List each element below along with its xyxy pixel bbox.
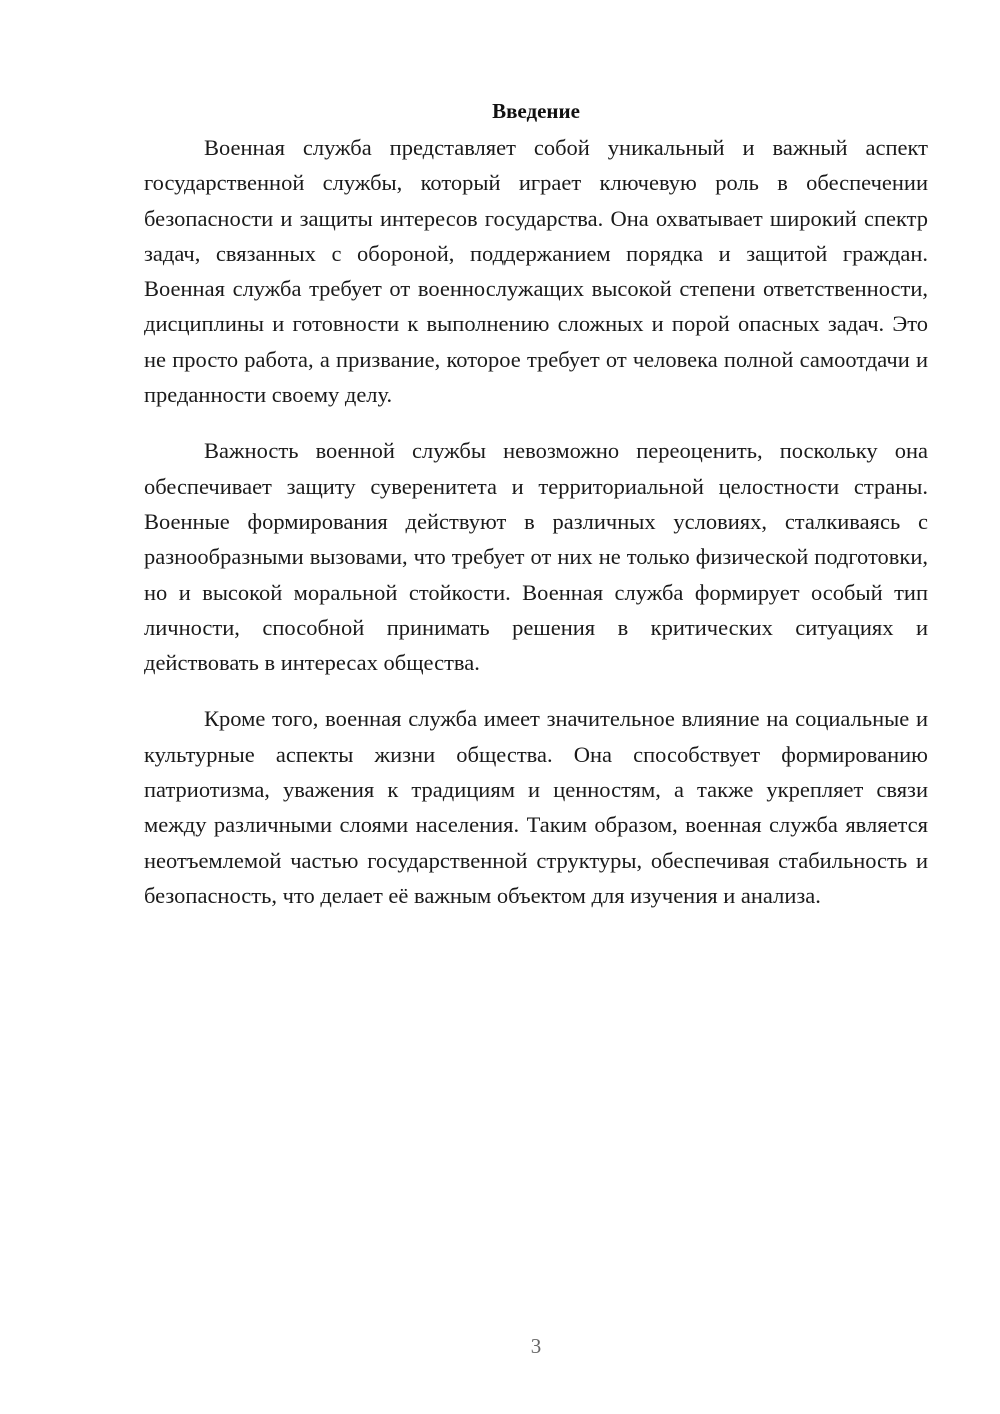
section-heading: Введение	[492, 99, 580, 123]
page-content	[144, 96, 928, 934]
paragraph-2: Важность военной службы невозможно переоценить, поскольку она обеспечивает защиту суверенитета и территориальной целостности страны. Военные формирования действуют в различных условиях, сталкиваясь с разнообразными вызовами, что требует от них не только физической подготовки, но и высокой моральной стойкости. Военная служба формирует особый тип личности, способной принимать решения в критических ситуациях и действовать в интересах общества.	[144, 438, 928, 676]
paragraph-3: Кроме того, военная служба имеет значительное влияние на социальные и культурные аспекты жизни общества. Она способствует формированию патриотизма, уважения к традициям и ценностям, а также укрепляет связи между различными слоями населения. Таким образом, военная служба является неотъемлемой частью государственной структуры, обеспечивая стабильность и безопасность, что делает её важным объектом для изучения и анализа.	[144, 706, 928, 908]
paragraph-1: Военная служба представляет собой уникальный и важный аспект государственной службы, который играет ключевую роль в обеспечении безопасности и защиты интересов государства. Она охватывает широкий спектр задач, связанных с обороной, поддержанием порядка и защитой граждан. Военная служба требует от военнослужащих высокой степени ответственности, дисциплины и готовности к выполнению сложных и порой опасных задач. Это не просто работа, а призвание, которое требует от человека полной самоотдачи и преданности своему делу.	[144, 135, 928, 408]
page-number: 3	[530, 1334, 542, 1358]
